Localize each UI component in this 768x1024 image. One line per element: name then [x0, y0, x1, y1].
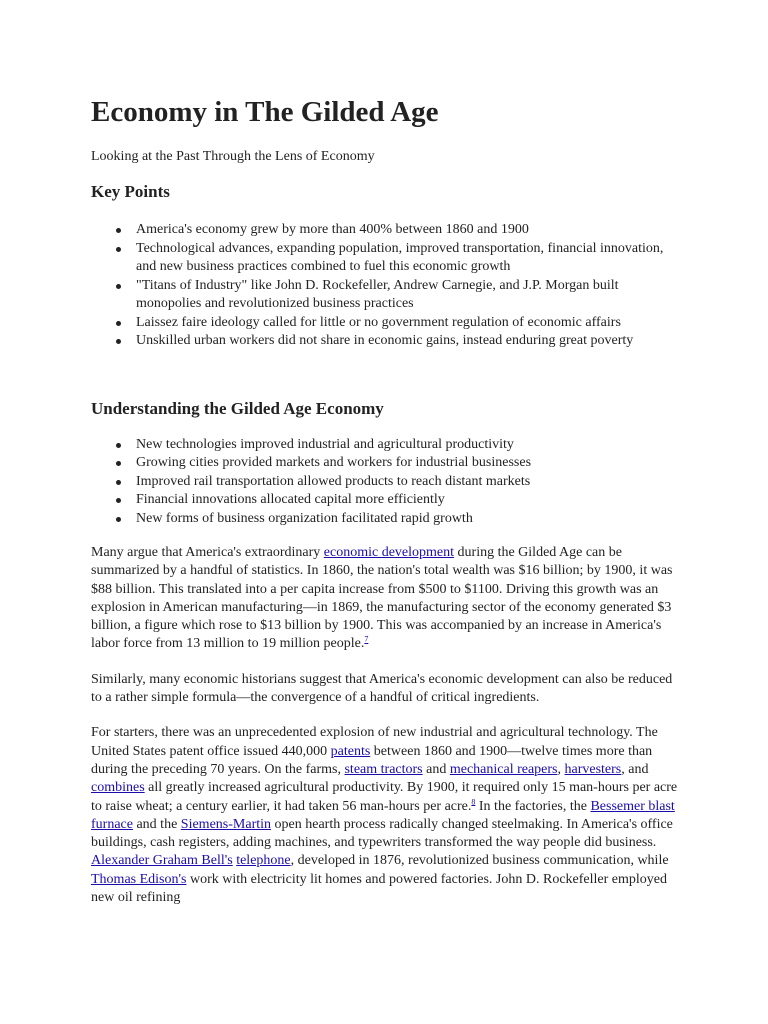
text-run: open hearth process radically changed steelmaking. In America's office buildings, cash registers, adding machines, and typewriters transformed the way people did business. [91, 816, 673, 851]
footnote-link-8[interactable]: 8 [471, 796, 476, 806]
text-run: For starters, there was an unprecedented explosion of new industrial and agricultural technology. The United States patent office issued 440,000 [91, 725, 658, 759]
list-item: Technological advances, expanding population, improved transportation, financial innovation, and new business practices combined to fuel this economic growth [136, 240, 681, 277]
paragraph-statistics [91, 544, 681, 654]
link-harvesters[interactable]: harvesters [564, 761, 622, 777]
page-title: Economy in The Gilded Age [91, 96, 439, 128]
text-run: , developed in 1876, revolutionized business communication, while [290, 853, 669, 869]
link-economic-development[interactable]: economic development [323, 545, 455, 560]
link-siemens-martin[interactable]: Siemens-Martin [180, 816, 272, 832]
list-item: Growing cities provided markets and workers for industrial businesses [136, 454, 681, 473]
text-run: all greatly increased agricultural productivity. By 1900, it required only 15 man-hours per acre to raise wheat; a century earlier, it had taken 56 man-hours per acre. [91, 780, 678, 814]
text-run: work with electricity lit homes and powered factories. John D. Rockefeller employed new oil refining [91, 871, 667, 906]
text-run: during the Gilded Age can be summarized by a handful of statistics. In 1860, the nation's total wealth was $16 billion; by 1900, it was $88 billion. This translated into a per capita increase from $500 to $1100. Driving this growth was an explosion in American manufacturing—in 1869, the manufacturing sector of the economy generated $3 billion, a figure which rose to $13 billion by 1900. This was accompanied by an increase in America's labor force from 13 million to 19 million people. [91, 545, 673, 652]
list-item: America's economy grew by more than 400% between 1860 and 1900 [136, 221, 681, 240]
list-item: "Titans of Industry" like John D. Rockefeller, Andrew Carnegie, and J.P. Morgan built monopolies and revolutionized business practices [136, 277, 681, 314]
text-run: In the factories, the [475, 798, 591, 814]
link-patents[interactable]: patents [330, 743, 371, 759]
key-points-list [91, 221, 681, 351]
list-item: New technologies improved industrial and agricultural productivity [136, 436, 681, 455]
link-alexander-graham-bell[interactable]: Alexander Graham Bell's [91, 853, 233, 869]
page-subtitle: Looking at the Past Through the Lens of Economy [91, 149, 375, 164]
list-item: Unskilled urban workers did not share in economic gains, instead enduring great poverty [136, 332, 681, 351]
text-run: and the [132, 816, 181, 832]
key-points-heading: Key Points [91, 182, 170, 201]
text-run: , [557, 761, 565, 777]
link-steam-tractors[interactable]: steam tractors [344, 761, 423, 777]
link-bessemer-blast-furnace[interactable]: Bessemer blast furnace [91, 798, 675, 832]
paragraph-formula: Similarly, many economic historians suggest that America's economic development can also be reduced to a rather simple formula—the convergence of a handful of critical ingredients. [91, 671, 673, 706]
list-item: Financial innovations allocated capital more efficiently [136, 491, 681, 510]
text-run: between 1860 and 1900—twelve times more than during the preceding 70 years. On the farms, [91, 743, 653, 777]
link-mechanical-reapers[interactable]: mechanical reapers [449, 761, 558, 777]
section-spacer [91, 351, 681, 398]
understanding-heading: Understanding the Gilded Age Economy [91, 398, 384, 418]
article [91, 92, 681, 907]
link-telephone[interactable]: telephone [236, 853, 291, 869]
list-item: Improved rail transportation allowed products to reach distant markets [136, 473, 681, 492]
understanding-list [91, 436, 681, 529]
link-combines[interactable]: combines [91, 780, 145, 796]
footnote-link-7[interactable]: 7 [364, 634, 369, 644]
paragraph-technology [91, 724, 681, 907]
link-thomas-edison[interactable]: Thomas Edison's [91, 871, 187, 887]
list-item: Laissez faire ideology called for little or no government regulation of economic affairs [136, 314, 681, 333]
list-item: New forms of business organization facilitated rapid growth [136, 510, 681, 529]
text-run: and [422, 761, 450, 777]
text-run: , and [621, 761, 649, 777]
text-run: Many argue that America's extraordinary [91, 545, 324, 560]
